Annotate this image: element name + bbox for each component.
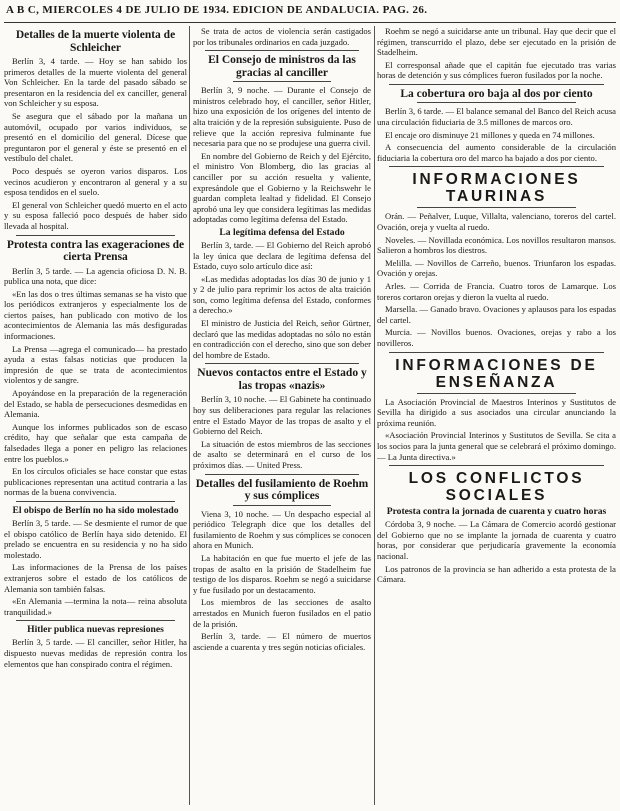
paragraph: El corresponsal añade que el capitán fue ejecutado tras varias horas de detención y sus cómplices fueron fusilados por la noche. xyxy=(377,59,616,81)
headline: La cobertura oro baja al dos por ciento xyxy=(400,87,593,100)
section-rule xyxy=(16,501,175,502)
section-rule xyxy=(16,235,175,236)
paragraph: Se asegura que el sábado por la mañana un automóvil, ocupado por varios individuos, se presentó en el domicilio del general. Dícese que preguntaron por el general y éste se presentó en el vestíbulo del chalet. xyxy=(4,110,187,164)
section-rule xyxy=(417,393,576,394)
paragraph: La Asociación Provincial de Maestros Interinos y Sustitutos de Sevilla ha dirigido a sus asociados una circular anunciando la próxima reunión. xyxy=(377,396,616,428)
paragraph: Apoyándose en la preparación de la regeneración del Estado, se habla de persecuciones desmedidas en Alemania. xyxy=(4,388,187,420)
paragraph: El ministro de Justicia del Reich, señor Gürtner, declaró que las medidas adoptadas no sólo no están en contradicción con el derecho, sino que son deber del hombre de Estado. xyxy=(193,318,371,360)
paragraph: Murcia. — Novillos buenos. Ovaciones, orejas y rabo a los novilleros. xyxy=(377,327,616,348)
column-2 xyxy=(193,26,371,807)
paragraph: Las informaciones de la Prensa de los países extranjeros sobre el estado de los católicos de Alemania son también falsas. xyxy=(4,562,187,594)
top-rule xyxy=(4,22,616,23)
masthead: A B C, MIERCOLES 4 DE JULIO DE 1934. EDICION DE ANDALUCIA. PAG. 26. xyxy=(6,4,428,16)
column-3 xyxy=(377,26,616,807)
paragraph: Se trata de actos de violencia serán castigados por los tribunales ordinarios en cada juzgado. xyxy=(193,26,371,47)
section-rule xyxy=(389,352,604,353)
section-rule xyxy=(233,505,331,506)
headline: Protesta contra las exageraciones de cierta Prensa xyxy=(6,238,185,263)
headline: Detalles de la muerte violenta de Schleicher xyxy=(15,29,176,54)
section-rule xyxy=(389,84,604,85)
headline: El obispo de Berlín no ha sido molestado xyxy=(12,504,179,516)
paragraph: Berlín 3, 10 noche. — El Gabinete ha continuado hoy sus deliberaciones para regular las relaciones entre el Estado Mayor de las tropas de asalto y el Gobierno del Reich. xyxy=(193,394,371,437)
paragraph: En los círculos oficiales se hace constar que estas publicaciones representan una actitud contraria a las normas de la buena convivencia. xyxy=(4,466,187,498)
paragraph: Poco después se oyeron varios disparos. Los vecinos acudieron y encontraron al general y a su esposa tendidos en el suelo. xyxy=(4,165,187,198)
headline: Hitler publica nuevas represiones xyxy=(27,624,164,636)
paragraph: Berlín 3, 5 tarde. — Se desmiente el rumor de que el obispo católico de Berlín haya sido detenido. El prelado se encuentra en su residencia y no ha sido molestado. xyxy=(4,517,187,560)
section-rule xyxy=(16,620,175,621)
headline: El Consejo de ministros da las gracias al canciller xyxy=(208,54,356,79)
paragraph: «Las medidas adoptadas los días 30 de junio y 1 y 2 de julio para reprimir los actos de alta traición son, como legítima defensa del Estado, conformes a derecho.» xyxy=(193,273,371,316)
paragraph: En nombre del Gobierno de Reich y del Ejército, el ministro Von Blomberg, dio las gracias al canciller por su acción resuelta y valiente, expresándole que el Gobierno y la Reichswehr le guardan completa lealtad y fidelidad. El Consejo aprobó una ley que considera legítimas las medidas adoptadas como legítima defensa del Estado. xyxy=(193,150,371,225)
section-title: INFORMACIONES DE ENSEÑANZA xyxy=(395,356,598,391)
paragraph: Berlín 3, tarde. — El número de muertos asciende a cuarenta y tres según noticias oficiales. xyxy=(193,631,371,652)
paragraph: Aunque los informes publicados son de escaso crédito, hay que señalar que esta campaña de falsedades llega a poner en peligro las relaciones entre los pueblos.» xyxy=(4,421,187,464)
section-rule xyxy=(417,102,576,103)
section-rule xyxy=(205,50,359,51)
paragraph: Noveles. — Novillada económica. Los novillos resultaron mansos. Salieron a hombros los diestros. xyxy=(377,234,616,256)
paragraph: Los patronos de la provincia se han adherido a esta protesta de la Cámara. xyxy=(377,563,616,585)
headline: La legítima defensa del Estado xyxy=(219,226,345,238)
paragraph: Berlín 3, tarde. — El Gobierno del Reich aprobó la ley única que declara de legítima defensa del Estado, cuyo solo artículo dice así: xyxy=(193,239,371,272)
paragraph: La habitación en que fue muerto el jefe de las tropas de asalto en la prisión de Stadelheim fue testigo de los disparos. Roehm se negó a suicidarse y fue fusilado por un destacamento. xyxy=(193,552,371,595)
headline: Detalles del fusilamiento de Roehm y sus cómplices xyxy=(195,477,369,503)
paragraph: Berlín 3, 5 tarde. — La agencia oficiosa D. N. B. publica una nota, que dice: xyxy=(4,265,187,287)
section-rule xyxy=(389,465,604,466)
paragraph: Orán. — Peñalver, Luque, Villalta, valenciano, toreros del cartel. Ovación, oreja y vuelta al ruedo. xyxy=(377,211,616,233)
headline: Nuevos contactos entre el Estado y las tropas «nazis» xyxy=(197,367,367,392)
paragraph: «En Alemania —termina la nota— reina absoluta tranquilidad.» xyxy=(4,596,187,617)
paragraph: La Prensa —agrega el comunicado— ha prestado ayuda a estas falsas noticias que producen la impresión de que se trata de acontecimientos violentos y de sangre. xyxy=(4,343,187,386)
section-rule xyxy=(205,363,359,364)
column-divider xyxy=(189,26,190,805)
paragraph: Arles. — Corrida de Francia. Cuatro toros de Lamarque. Los toreros cortaron orejas y dieron la vuelta al ruedo. xyxy=(377,281,616,302)
paragraph: Berlín 3, 6 tarde. — El balance semanal del Banco del Reich acusa una circulación fiduciaria de 3.5 millones de marcos oro. xyxy=(377,106,616,128)
paragraph: Melilla. — Novillos de Carreño, buenos. Triunfaron los espadas. Ovación y orejas. xyxy=(377,257,616,279)
paragraph: La situación de estos miembros de las secciones de asalto se determinará en el curso de los próximos días. — United Press. xyxy=(193,438,371,470)
paragraph: Berlín 3, 9 noche. — Durante el Consejo de ministros celebrado hoy, el canciller, señor Hitler, hizo una exposición de los orígenes del intento de alta traición y de la represión subsiguiente. Puso de relieve que la acción represiva fulminante fue necesaria para que no se produjese una guerra civil. xyxy=(193,85,371,149)
section-title: LOS CONFLICTOS SOCIALES xyxy=(408,470,585,505)
paragraph: Roehm se negó a suicidarse ante un tribunal. Hay que decir que el régimen, transcurrido el plazo, debe ser ejecutado en la prisión de Stadelheim. xyxy=(377,26,616,58)
paragraph: «En las dos o tres últimas semanas se ha visto que los periódicos extranjeros y especialmente los de ciertos países, han publicado con motivo de los acontecimientos de Alemania las más desfiguradas informaciones. xyxy=(4,288,187,342)
column-1 xyxy=(4,26,187,807)
paragraph: Córdoba 3, 9 noche. — La Cámara de Comercio acordó gestionar del Gobierno que no se implante la jornada de cuarenta y cuatro horas, por considerar que perjudicaría gravemente la economía nacional. xyxy=(377,519,616,561)
section-title: INFORMACIONES TAURINAS xyxy=(412,171,581,206)
paragraph: El general von Schleicher quedó muerto en el acto y su esposa falleció poco después de haber sido llevada al hospital. xyxy=(4,199,187,231)
paragraph: Marsella. — Ganado bravo. Ovaciones y aplausos para los espadas del cartel. xyxy=(377,304,616,325)
section-rule xyxy=(205,474,359,475)
subheadline: Protesta contra la jornada de cuarenta y cuatro horas xyxy=(386,506,607,518)
paragraph: «Asociación Provincial Interinos y Sustitutos de Sevilla. Se cita a los socios para la junta general que se celebrará el próximo domingo. — La Junta directiva.» xyxy=(377,430,616,462)
paragraph: El encaje oro disminuye 21 millones y queda en 74 millones. xyxy=(385,129,595,140)
section-rule xyxy=(417,207,576,208)
paragraph: Viena 3, 10 noche. — Un despacho especial al periódico Telegraph dice que los detalles del fusilamiento de Roehm y sus cómplices se conocen ahora en Munich. xyxy=(193,508,371,551)
paragraph: A consecuencia del aumento considerable de la circulación fiduciaria la cobertura oro del marco ha bajado a dos por ciento. xyxy=(377,142,616,163)
section-rule xyxy=(233,81,331,82)
paragraph: Los miembros de las secciones de asalto arrestados en Munich fueron fusilados en el patio de la prisión. xyxy=(193,597,371,629)
section-rule xyxy=(389,166,604,167)
paragraph: Berlín 3, 5 tarde. — El canciller, señor Hitler, ha dispuesto nuevas medidas de represión contra los elementos que han conspirado contra el régimen. xyxy=(4,637,187,669)
column-divider xyxy=(374,26,375,805)
paragraph: Berlín 3, 4 tarde. — Hoy se han sabido los primeros detalles de la muerte violenta del general Von Schleicher. En la tarde del pasado sábado se presentaron en la residencia del ex canciller, general von Schleicher y su esposa. xyxy=(4,56,187,109)
